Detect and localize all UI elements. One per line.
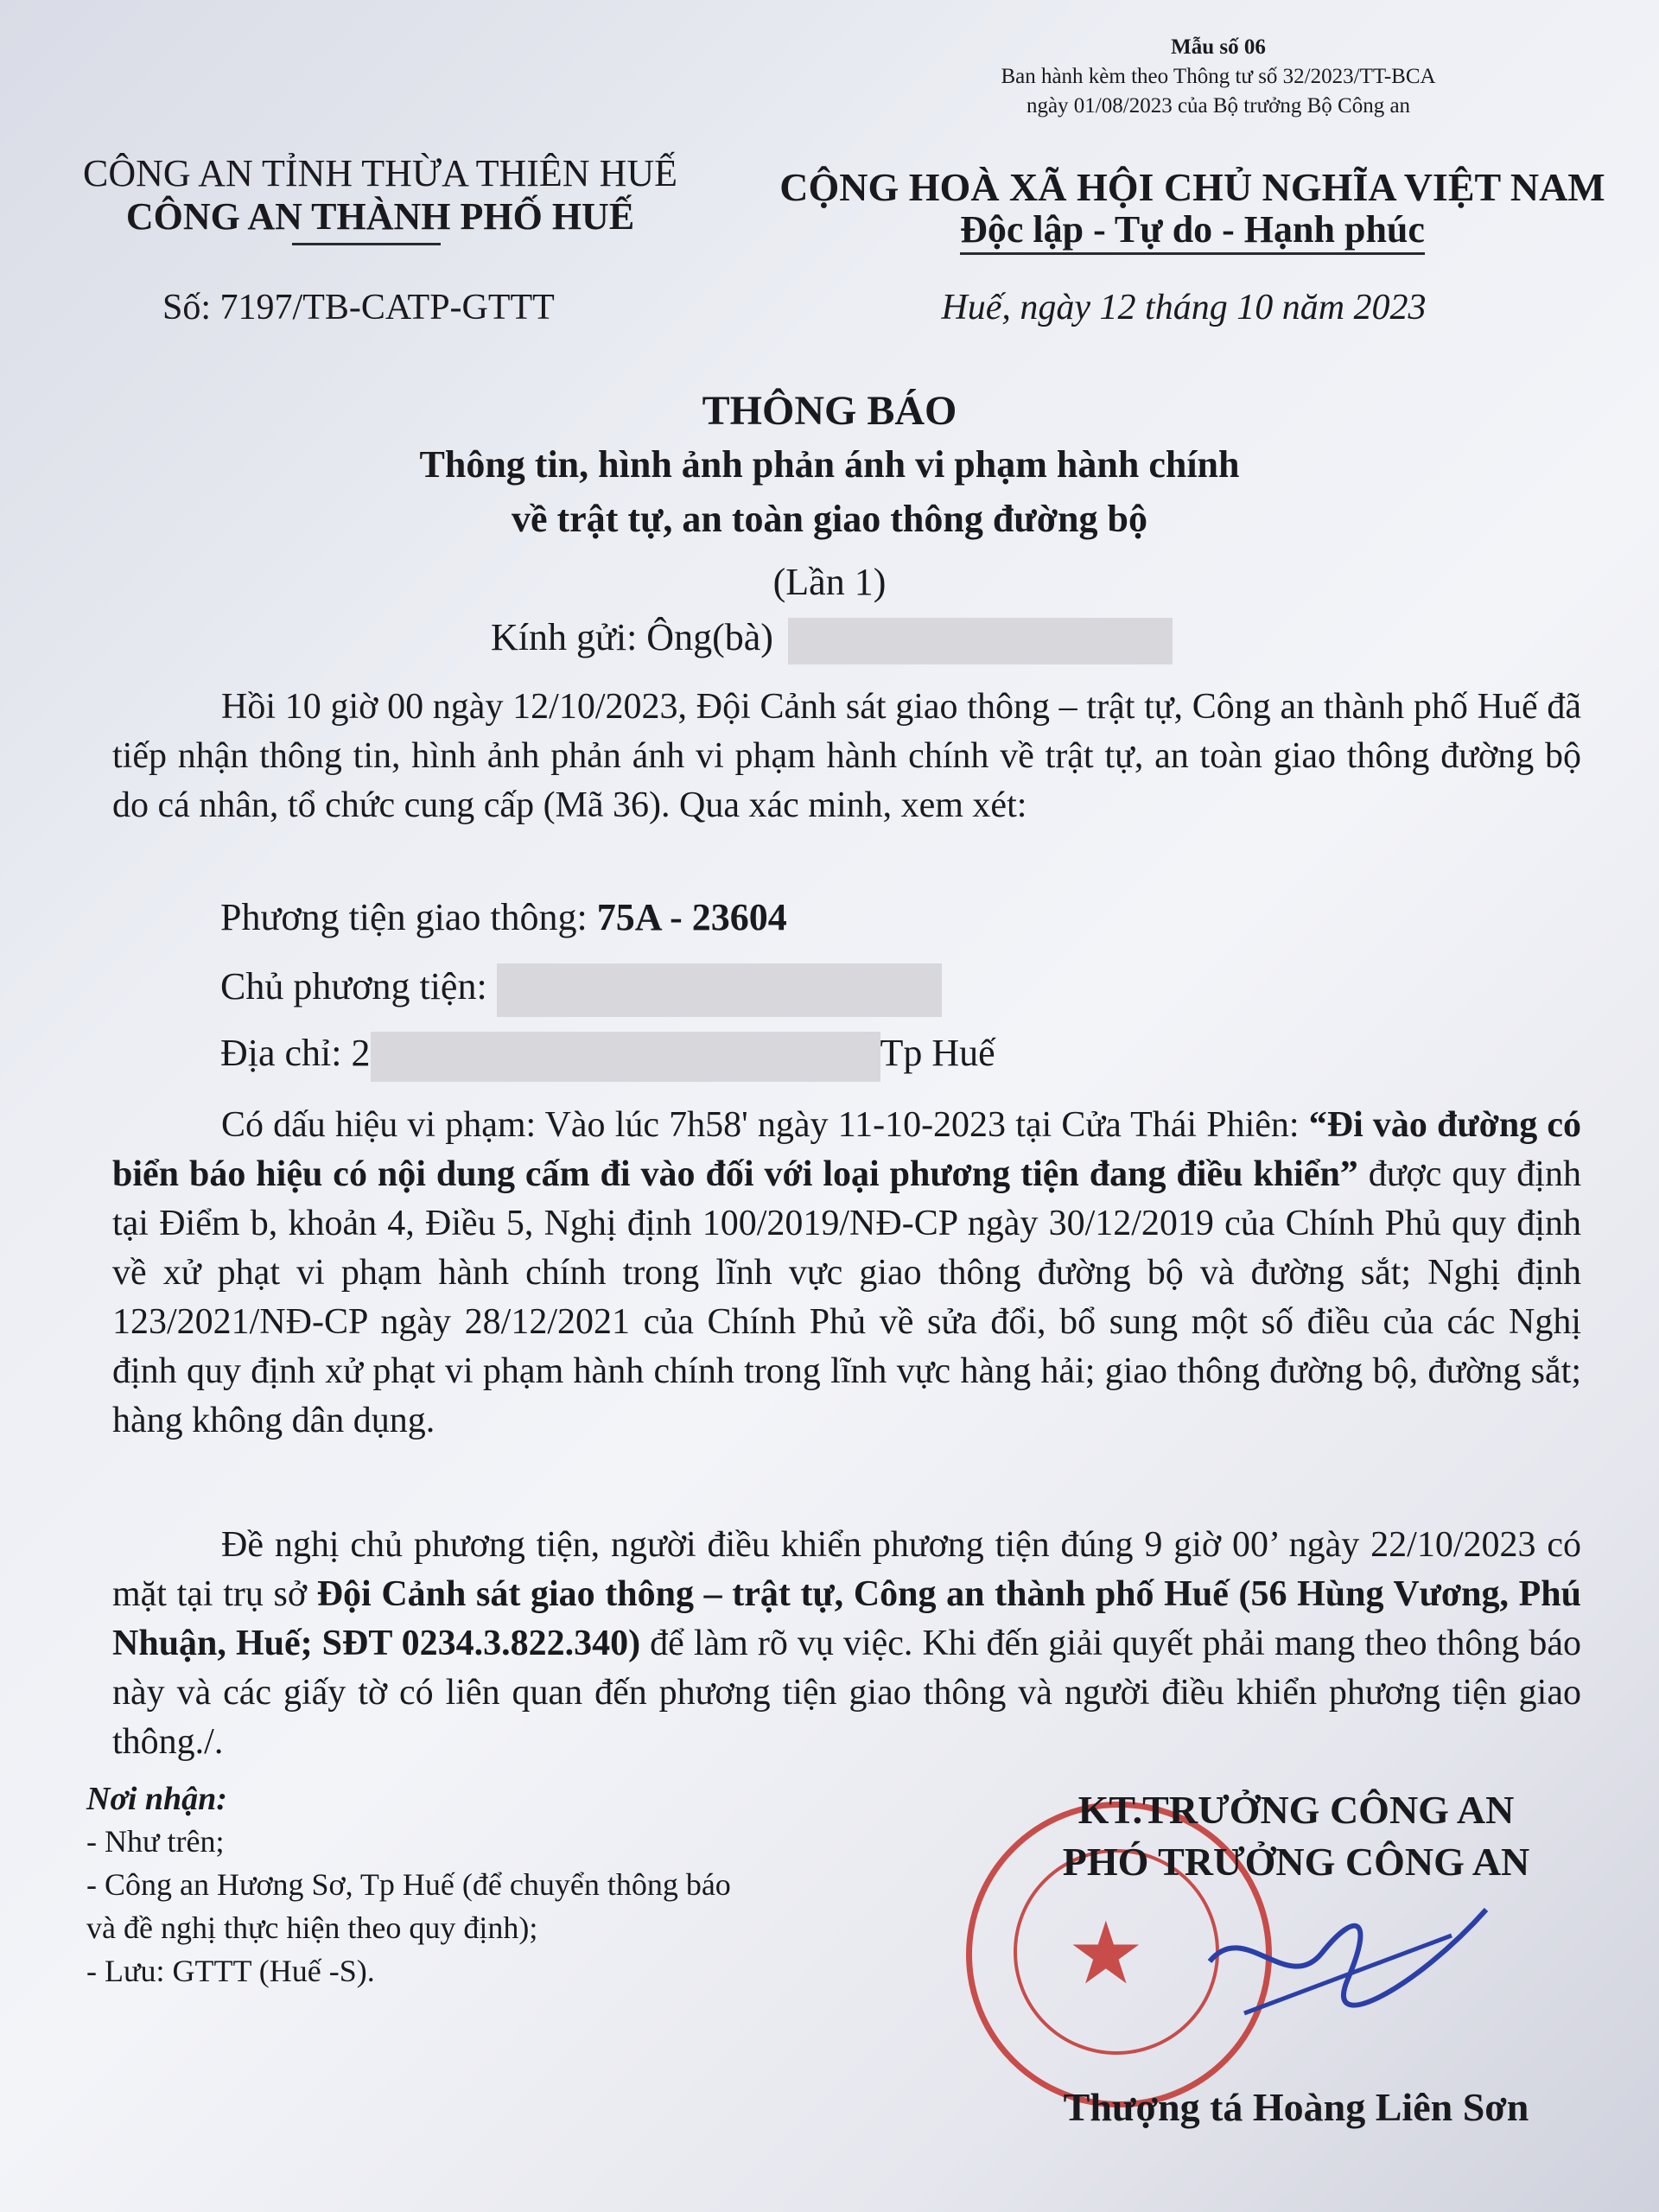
recipient-item: - Như trên;: [86, 1824, 225, 1859]
intro-text: Hồi 10 giờ 00 ngày 12/10/2023, Đội Cảnh sát giao thông – trật tự, Công an thành phố Huế đã tiếp nhận thông tin, hình ảnh phản ánh vi phạm hành chính về trật tự, an toàn giao thông đường bộ do cá nhân, tổ chức cung cấp (Mã 36). Qua xác minh, xem xét:: [112, 687, 1581, 825]
request-paragraph: [112, 1521, 1581, 1767]
request-text: [112, 1521, 1581, 1767]
document-subtitle-1: Thông tin, hình ảnh phản ánh vi phạm hành chính: [419, 443, 1240, 486]
notice-count: (Lần 1): [772, 561, 887, 603]
form-reference: [925, 33, 1512, 121]
org-underline: [292, 243, 441, 245]
form-number: Mẫu số 06: [1171, 35, 1266, 59]
document-date: Huế, ngày 12 tháng 10 năm 2023: [941, 288, 1427, 327]
address-row: [220, 1031, 995, 1082]
vehicle-row: [220, 895, 787, 939]
recipient-line: [491, 615, 1173, 664]
recipients-block: [86, 1778, 881, 1993]
recipient-item: và đề nghị thực hiện theo quy định);: [86, 1910, 538, 1945]
document-subtitle-2: về trật tự, an toàn giao thông đường bộ: [511, 498, 1147, 540]
org-parent: CÔNG AN TỈNH THỪA THIÊN HUẾ: [82, 152, 677, 194]
violation-lead: Có dấu hiệu vi phạm: Vào lúc 7h58' ngày 11-10-2023 tại Cửa Thái Phiên:: [221, 1105, 1309, 1145]
owner-row: [220, 963, 942, 1017]
violation-text: [112, 1101, 1581, 1446]
nation-name: CỘNG HOÀ XÃ HỘI CHỦ NGHĨA VIỆT NAM: [779, 165, 1605, 209]
address-tail: Tp Huế: [880, 1032, 995, 1074]
violation-paragraph: [112, 1101, 1581, 1446]
request-location: Đội Cảnh sát giao thông – trật tự, Công an thành phố Huế (56 Hùng Vương, Phú Nhuận, Huế; SĐT 0234.3.822.340): [112, 1574, 1582, 1663]
signature-icon: [1192, 1884, 1503, 2031]
recipient-item: - Lưu: GTTT (Huế -S).: [86, 1954, 375, 1988]
seal-star-icon: ★: [1067, 1906, 1145, 2002]
org-name: CÔNG AN THÀNH PHỐ HUẾ: [125, 195, 635, 238]
motto-text: Độc lập - Tự do - Hạnh phúc: [960, 208, 1425, 255]
request-lead: Đề nghị chủ phương tiện, người điều khiển phương tiện đúng 9 giờ 00’ ngày 22/10/2023 có mặt tại trụ sở: [112, 1525, 1581, 1614]
vehicle-label: Phương tiện giao thông:: [220, 896, 597, 938]
intro-paragraph: [112, 683, 1581, 830]
violation-legal-basis: được quy định tại Điểm b, khoản 4, Điều 5, Nghị định 100/2019/NĐ-CP ngày 30/12/2019 của Chính Phủ quy định về xử phạt vi phạm hành chính trong lĩnh vực giao thông đường bộ và đường sắt; Nghị định 123/2021/NĐ-CP ngày 28/12/2021 của Chính Phủ về sửa đổi, bổ sung một số điều của các Nghị định quy định xử phạt vi phạm hành chính trong lĩnh vực hàng hải; giao thông đường bộ, đường sắt; hàng không dân dụng.: [112, 1154, 1581, 1440]
form-reference-line-1: Ban hành kèm theo Thông tư số 32/2023/TT-BCA: [1001, 65, 1436, 88]
owner-label: Chủ phương tiện:: [220, 965, 497, 1008]
recipients-title: Nơi nhận:: [86, 1781, 227, 1817]
redacted-address: [371, 1032, 880, 1082]
signature-title-1: KT.TRƯỞNG CÔNG AN: [1077, 1788, 1515, 1832]
nation-motto: [743, 207, 1642, 251]
violation-description: “Đi vào đường có biển báo hiệu có nội dung cấm đi vào đối với loại phương tiện đang điều khiển”: [112, 1105, 1581, 1194]
recipient-item: - Công an Hương Sơ, Tp Huế (để chuyển thông báo: [86, 1867, 731, 1902]
address-label: Địa chỉ: 2: [220, 1032, 371, 1074]
form-reference-line-2: ngày 01/08/2023 của Bộ trưởng Bộ Công an: [1026, 94, 1411, 118]
redacted-recipient: [788, 618, 1173, 664]
recipient-label: Kính gửi: Ông(bà): [491, 616, 773, 658]
redacted-owner: [497, 963, 942, 1017]
signer-name: Thượng tá Hoàng Liên Sơn: [1063, 2085, 1529, 2129]
request-rest: để làm rõ vụ việc. Khi đến giải quyết phải mang theo thông báo này và các giấy tờ có liên quan đến phương tiện giao thông và người điều khiển phương tiện giao thông./.: [112, 1624, 1582, 1762]
signature-title-2: PHÓ TRƯỞNG CÔNG AN: [1062, 1840, 1530, 1884]
document-title: THÔNG BÁO: [702, 388, 957, 434]
vehicle-plate: 75A - 23604: [596, 896, 787, 938]
document-number: Số: 7197/TB-CATP-GTTT: [162, 288, 555, 327]
